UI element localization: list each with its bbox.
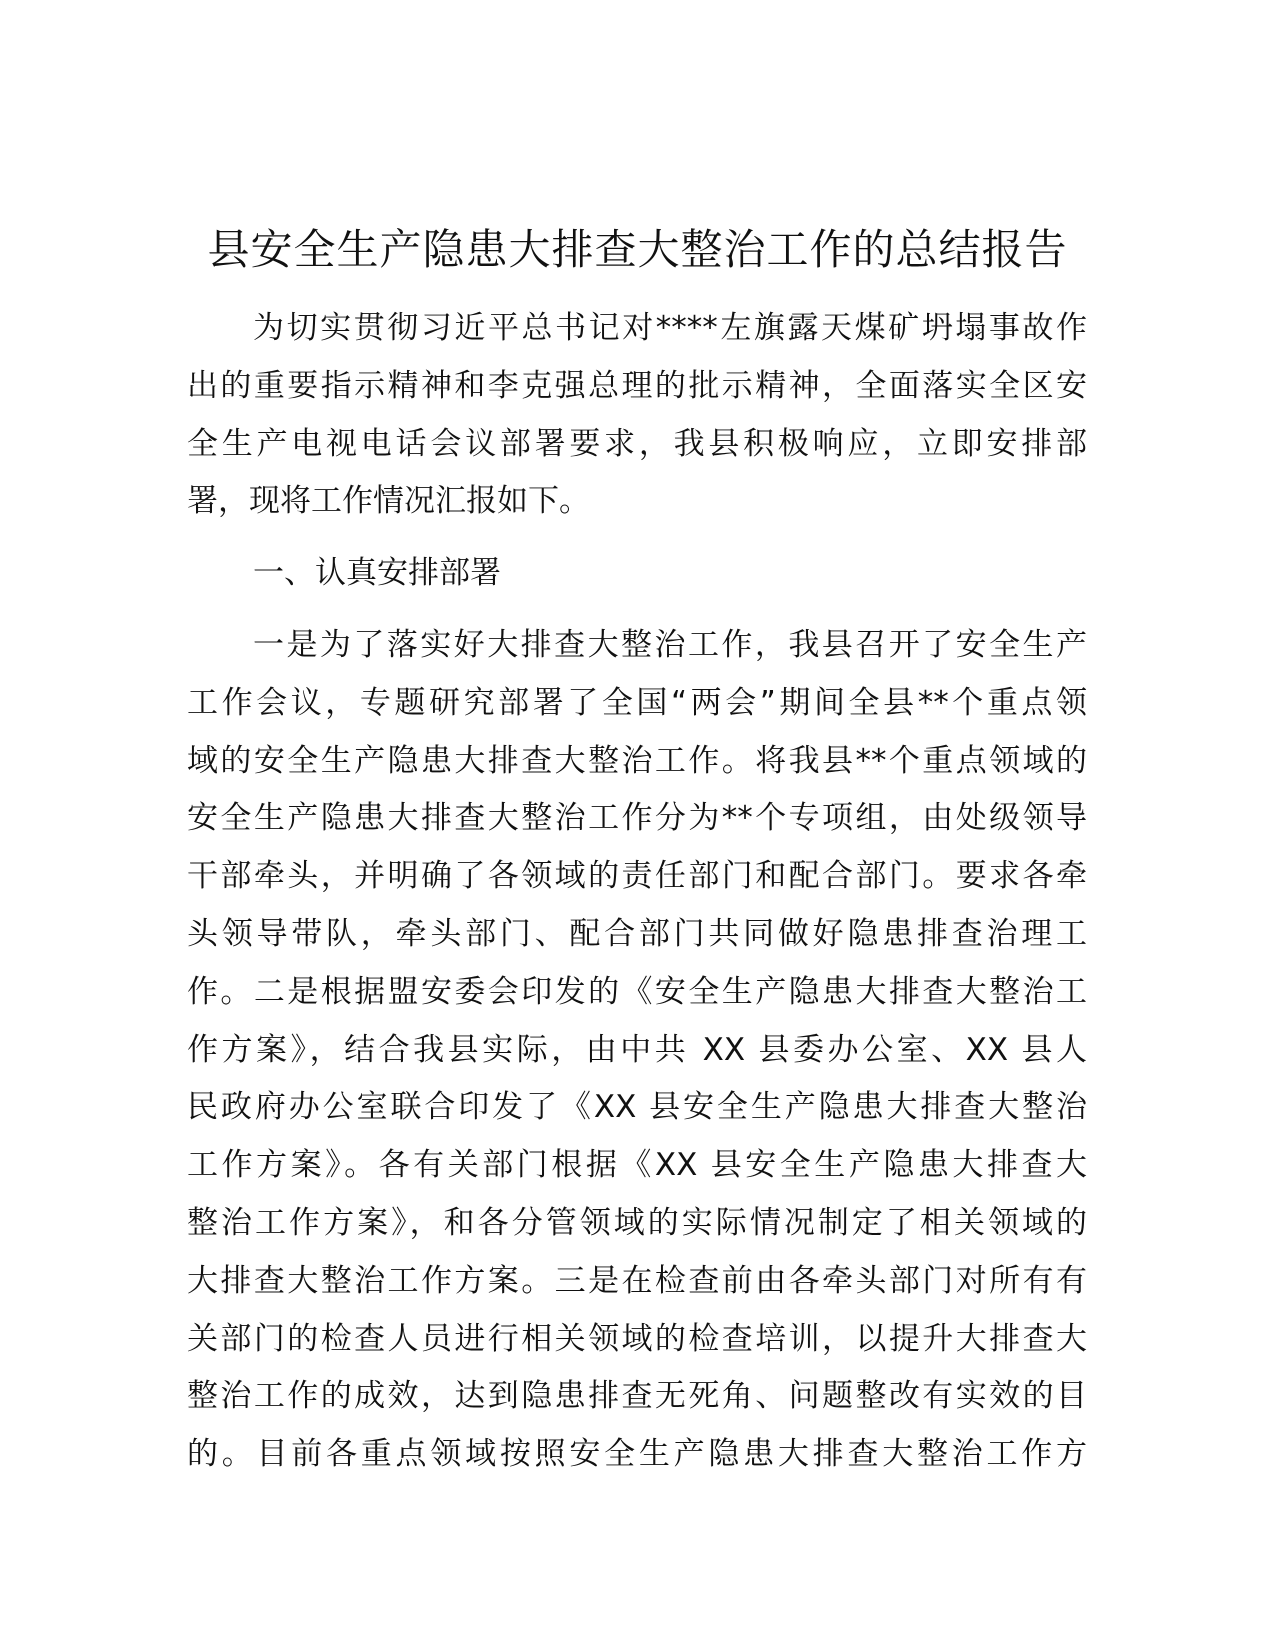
paragraph-line: 全生产电视电话会议部署要求，我县积极响应，立即安排部: [187, 425, 1087, 462]
paragraph-line: 作方案》，结合我县实际，由中共 XX 县委办公室、XX 县人: [187, 1031, 1087, 1068]
paragraph-intro: [187, 300, 1087, 531]
paragraph-line: 署，现将工作情况汇报如下。: [187, 483, 590, 520]
paragraph-line: 作。二是根据盟安委会印发的《安全生产隐患大排查大整治工: [187, 973, 1087, 1010]
document-title: 县安全生产隐患大排查大整治工作的总结报告: [207, 225, 1068, 274]
paragraph-arrangement: [187, 617, 1087, 1484]
paragraph-line: 民政府办公室联合印发了《XX 县安全生产隐患大排查大整治: [187, 1089, 1087, 1126]
paragraph-line: 出的重要指示精神和李克强总理的批示精神，全面落实全区安: [187, 367, 1087, 404]
paragraph-line: 工作会议，专题研究部署了全国“两会”期间全县**个重点领: [187, 684, 1087, 721]
paragraph-line: 整治工作的成效，达到隐患排查无死角、问题整改有实效的目: [187, 1378, 1087, 1415]
paragraph-line: 工作方案》。各有关部门根据《XX 县安全生产隐患大排查大: [187, 1147, 1087, 1184]
spacer: [187, 603, 1087, 617]
paragraph-line: 干部牵头，并明确了各领域的责任部门和配合部门。要求各牵: [187, 858, 1087, 895]
paragraph-line: 大排查大整治工作方案。三是在检查前由各牵头部门对所有有: [187, 1262, 1087, 1299]
paragraph-line: 为切实贯彻习近平总书记对****左旗露天煤矿坍塌事故作: [253, 310, 1087, 346]
paragraph-line: 域的安全生产隐患大排查大整治工作。将我县**个重点领域的: [187, 742, 1087, 779]
document-body: [187, 300, 1087, 1484]
paragraph-line: 整治工作方案》，和各分管领域的实际情况制定了相关领域的: [187, 1204, 1087, 1241]
paragraph-line: 一是为了落实好大排查大整治工作，我县召开了安全生产: [253, 626, 1087, 663]
paragraph-line: 头领导带队，牵头部门、配合部门共同做好隐患排查治理工: [187, 915, 1087, 952]
paragraph-line: 的。目前各重点领域按照安全生产隐患大排查大整治工作方: [187, 1436, 1087, 1473]
spacer: [187, 531, 1087, 545]
paragraph-line: 安全生产隐患大排查大整治工作分为**个专项组，由处级领导: [187, 800, 1087, 837]
section-heading: 一、认真安排部署: [253, 555, 501, 592]
paragraph-line: 关部门的检查人员进行相关领域的检查培训，以提升大排查大: [187, 1320, 1087, 1357]
